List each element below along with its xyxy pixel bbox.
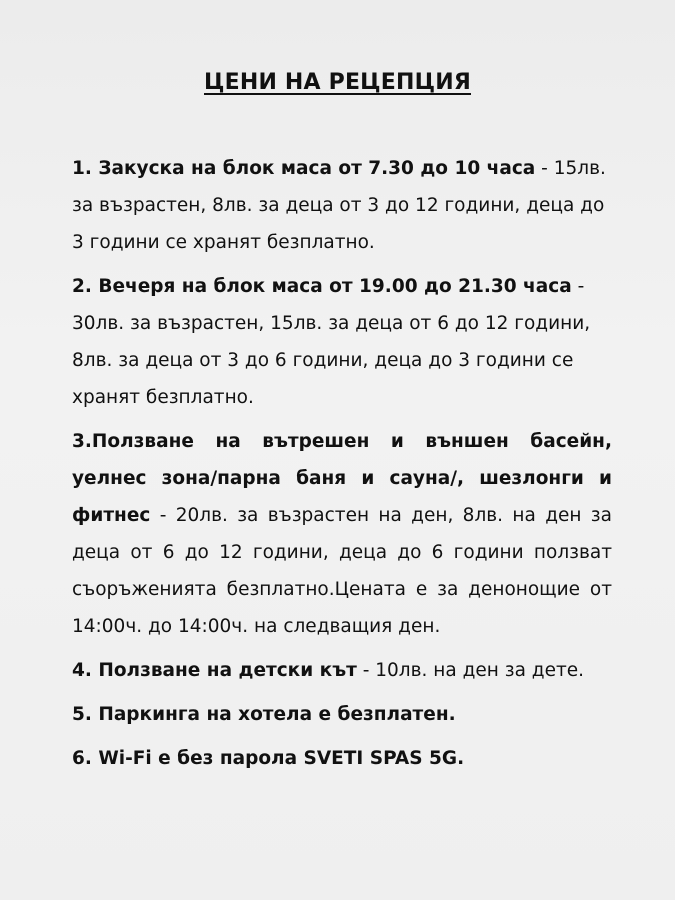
item-heading: 2. Вечеря на блок маса от 19.00 до 21.30 часа [72,276,572,297]
item-heading: 3.Ползване на вътрешен и външен басейн, уелнес зона/парна баня и сауна/, шезлонги и фитнес [72,431,612,526]
list-item-breakfast [72,150,612,261]
item-text: - 30лв. за възрастен, 15лв. за деца от 6 до 12 години, 8лв. за деца от 3 до 6 години, деца до 3 години се хранят безплатно. [72,276,591,408]
list-item-kids-corner [72,652,612,689]
item-heading: 5. Паркинга на хотела е безплатен. [72,704,456,725]
list-item-pool-spa [72,423,612,645]
list-item-wifi [72,740,612,777]
list-item-parking [72,696,612,733]
item-text: - 20лв. за възрастен на ден, 8лв. на ден за деца от 6 до 12 години, деца до 6 години ползват съоръженията безплатно.Цената е за денонощие от 14:00ч. до 14:00ч. на следващия ден. [72,505,612,637]
price-list [72,150,612,784]
item-heading: 4. Ползване на детски кът [72,660,357,681]
item-text: - 15лв. за възрастен, 8лв. за деца от 3 до 12 години, деца до 3 години се хранят безплатно. [72,158,606,253]
page-title: ЦЕНИ НА РЕЦЕПЦИЯ [204,70,471,95]
item-text: - 10лв. на ден за дете. [356,660,585,681]
item-heading: 1. Закуска на блок маса от 7.30 до 10 часа [72,158,536,179]
item-heading: 6. Wi-Fi е без парола SVETI SPAS 5G. [72,748,465,769]
list-item-dinner [72,268,612,416]
